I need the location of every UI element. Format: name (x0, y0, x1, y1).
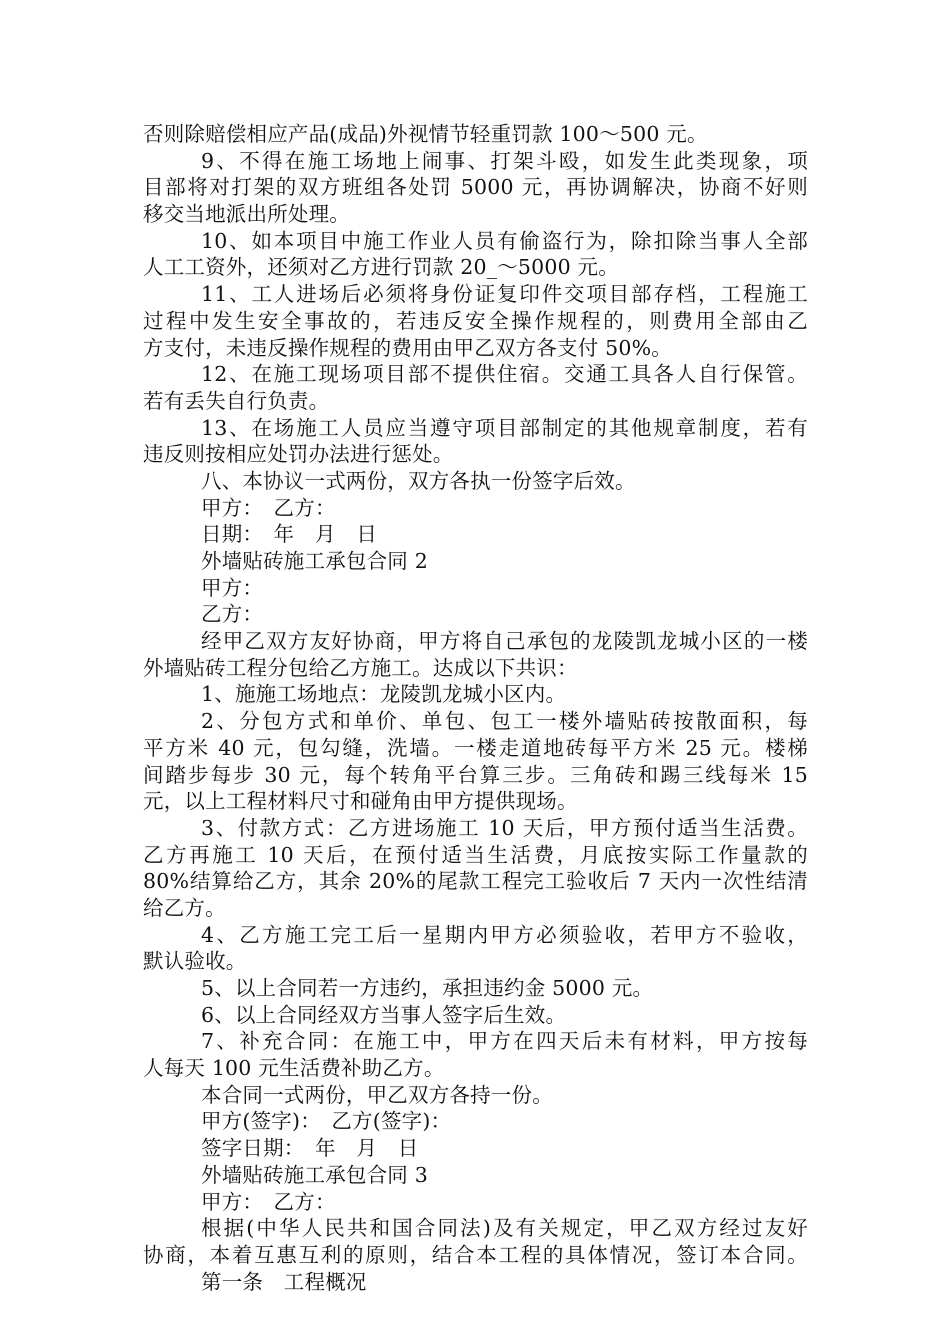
text-line: 2、分包方式和单价、单包、包工一楼外墙贴砖按散面积，每 (201, 709, 808, 734)
text-line: 12、在施工现场项目部不提供住宿。交通工具各人自行保管。 (201, 362, 808, 387)
text-line: 若有丢失自行负责。 (143, 388, 330, 413)
text-line: 人工工资外，还须对乙方进行罚款 20_～5000 元。 (143, 255, 619, 280)
text-line: 方支付，未违反操作规程的费用由甲乙双方各支付 50%。 (143, 335, 672, 360)
text-line: 外墙贴砖施工承包合同 3 (201, 1162, 428, 1187)
text-line: 13、在场施工人员应当遵守项目部制定的其他规章制度，若有 (201, 415, 808, 440)
text-line: 3、付款方式：乙方进场施工 10 天后，甲方预付适当生活费。 (201, 815, 808, 840)
text-line: 1、施施工场地点：龙陵凯龙城小区内。 (201, 682, 567, 707)
text-line: 7、补充合同：在施工中，甲方在四天后未有材料，甲方按每 (201, 1029, 808, 1054)
text-line: 外墙贴砖工程分包给乙方施工。达成以下共识： (143, 655, 578, 680)
text-line: 移交当地派出所处理。 (143, 202, 350, 227)
text-line: 甲方： (201, 575, 264, 600)
text-line: 违反则按相应处罚办法进行惩处。 (143, 442, 454, 467)
text-line: 乙方： (201, 602, 264, 627)
text-line: 5、以上合同若一方违约，承担违约金 5000 元。 (201, 976, 654, 1000)
text-line: 签字日期： 年 月 日 (201, 1136, 419, 1161)
text-line: 元，以上工程材料尺寸和碰角由甲方提供现场。 (143, 789, 578, 814)
text-line: 甲方： 乙方： (201, 495, 336, 520)
text-line: 4、乙方施工完工后一星期内甲方必须验收，若甲方不验收， (201, 922, 808, 947)
text-line: 甲方： 乙方： (201, 1189, 336, 1214)
text-line: 八、本协议一式两份，双方各执一份签字后效。 (201, 468, 636, 493)
text-line: 80%结算给乙方，其余 20%的尾款工程完工验收后 7 天内一次性结清 (143, 869, 808, 894)
text-line: 默认验收。 (143, 949, 247, 974)
text-line: 甲方(签字)： 乙方(签字)： (201, 1109, 452, 1134)
text-line: 人每天 100 元生活费补助乙方。 (143, 1056, 445, 1081)
text-line: 协商，本着互惠互利的原则，结合本工程的具体情况，签订本合同。 (143, 1242, 808, 1267)
text-line: 平方米 40 元，包勾缝，洗墙。一楼走道地砖每平方米 25 元。楼梯 (143, 735, 808, 760)
text-line: 目部将对打架的双方班组各处罚 5000 元，再协调解决，协商不好则 (143, 175, 808, 200)
document-page (143, 121, 808, 1295)
text-line: 外墙贴砖施工承包合同 2 (201, 549, 428, 573)
text-line: 乙方再施工 10 天后，在预付适当生活费，月底按实际工作量款的 (143, 842, 808, 867)
text-line: 过程中发生安全事故的，若违反安全操作规程的，则费用全部由乙 (143, 308, 808, 333)
text-line: 间踏步每步 30 元，每个转角平台算三步。三角砖和踢三线每米 15 (143, 762, 808, 787)
text-line: 第一条 工程概况 (201, 1269, 367, 1294)
text-line: 10、如本项目中施工作业人员有偷盗行为，除扣除当事人全部 (201, 228, 808, 253)
text-line: 根据(中华人民共和国合同法)及有关规定，甲乙双方经过友好 (201, 1216, 808, 1241)
text-line: 本合同一式两份，甲乙双方各持一份。 (201, 1082, 553, 1107)
text-line: 否则除赔偿相应产品(成品)外视情节轻重罚款 100～500 元。 (143, 122, 708, 146)
text-line: 9、不得在施工场地上闹事、打架斗殴，如发生此类现象，项 (201, 148, 808, 173)
text-line: 日期： 年 月 日 (201, 522, 378, 547)
text-line: 11、工人进场后必须将身份证复印件交项目部存档，工程施工 (201, 282, 808, 307)
text-line: 6、以上合同经双方当事人签字后生效。 (201, 1002, 567, 1027)
text-line: 给乙方。 (143, 895, 226, 920)
text-line: 经甲乙双方友好协商，甲方将自己承包的龙陵凯龙城小区的一楼 (201, 629, 808, 654)
